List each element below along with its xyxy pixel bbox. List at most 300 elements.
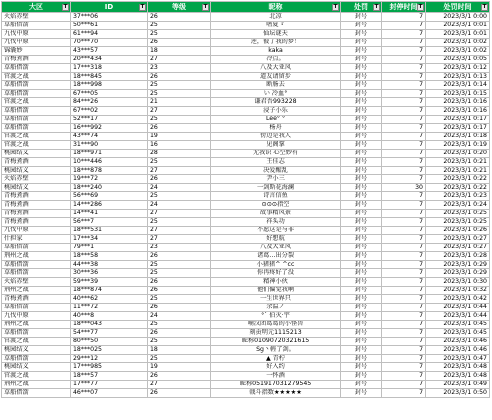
cell-level[interactable]: 27	[148, 107, 211, 116]
cell-penalty-time[interactable]: 2023/3/1 0:32	[426, 286, 490, 295]
cell-nickname[interactable]: 精神小伙	[211, 277, 341, 286]
cell-penalty[interactable]: 封号	[341, 354, 382, 363]
cell-level[interactable]: 21	[148, 98, 211, 107]
cell-ban-duration[interactable]: 7	[382, 13, 426, 22]
cell-penalty-time[interactable]: 2023/3/1 0:17	[426, 115, 490, 124]
cell-penalty[interactable]: 封号	[341, 115, 382, 124]
cell-penalty-time[interactable]: 2023/3/1 0:02	[426, 38, 490, 47]
cell-level[interactable]: 26	[148, 124, 211, 133]
cell-penalty-time[interactable]: 2023/3/1 0:44	[426, 312, 490, 321]
cell-region[interactable]: 桃园结义	[2, 363, 71, 372]
cell-penalty[interactable]: 封号	[341, 235, 382, 244]
cell-id[interactable]: 56***69	[71, 192, 148, 201]
cell-penalty[interactable]: 封号	[341, 243, 382, 252]
cell-ban-duration[interactable]: 7	[382, 55, 426, 64]
cell-nickname[interactable]: 诸葛…出分裂	[211, 252, 341, 261]
cell-level[interactable]: 25	[148, 295, 211, 304]
cell-penalty-time[interactable]: 2023/3/1 0:17	[426, 124, 490, 133]
cell-nickname[interactable]: 戟斗指数★★★★★	[211, 389, 341, 398]
cell-penalty[interactable]: 封号	[341, 141, 382, 150]
cell-region[interactable]: 桃园结义	[2, 149, 71, 158]
cell-region[interactable]: 青梅煮酒	[2, 209, 71, 218]
cell-ban-duration[interactable]: 7	[382, 209, 426, 218]
cell-nickname[interactable]: 杨舟	[211, 124, 341, 133]
cell-level[interactable]: 25	[148, 320, 211, 329]
cell-id[interactable]: 46***07	[71, 389, 148, 398]
cell-ban-duration[interactable]: 7	[382, 64, 426, 73]
cell-level[interactable]: 23	[148, 243, 211, 252]
cell-nickname[interactable]: 八及大亚风	[211, 64, 341, 73]
cell-region[interactable]: 火焰赤壁	[2, 175, 71, 184]
cell-ban-duration[interactable]: 7	[382, 286, 426, 295]
column-header-id[interactable]	[71, 2, 148, 13]
cell-region[interactable]: 官渡之战	[2, 72, 71, 81]
cell-penalty[interactable]: 封号	[341, 64, 382, 73]
cell-id[interactable]: 43***74	[71, 132, 148, 141]
cell-level[interactable]: 24	[148, 183, 211, 192]
cell-nickname[interactable]: 祥头功	[211, 218, 341, 227]
cell-region[interactable]: 草船借箭	[2, 260, 71, 269]
filter-dropdown-icon[interactable]: T	[63, 3, 68, 10]
cell-level[interactable]: 27	[148, 166, 211, 175]
cell-id[interactable]: 40***62	[71, 295, 148, 304]
cell-penalty-time[interactable]: 2023/3/1 0:45	[426, 329, 490, 338]
cell-penalty[interactable]: 封号	[341, 81, 382, 90]
column-header-region[interactable]	[2, 2, 71, 13]
cell-nickname[interactable]: 王佳志	[211, 158, 341, 167]
cell-ban-duration[interactable]: 7	[382, 371, 426, 380]
cell-id[interactable]: 50***61	[71, 21, 148, 30]
cell-level[interactable]: 24	[148, 312, 211, 321]
cell-id[interactable]: 18***58	[71, 252, 148, 261]
cell-penalty[interactable]: 封号	[341, 183, 382, 192]
cell-penalty[interactable]: 封号	[341, 371, 382, 380]
cell-penalty-time[interactable]: 2023/3/1 0:19	[426, 141, 490, 150]
cell-nickname[interactable]: Sg丶輕了剑。	[211, 346, 341, 355]
cell-ban-duration[interactable]: 7	[382, 21, 426, 30]
cell-level[interactable]: 26	[148, 303, 211, 312]
cell-region[interactable]: 青梅煮酒	[2, 55, 71, 64]
column-header-penalty[interactable]	[341, 2, 382, 13]
cell-nickname[interactable]: 好想航	[211, 235, 341, 244]
cell-level[interactable]: 27	[148, 235, 211, 244]
cell-id[interactable]: 67***05	[71, 89, 148, 98]
cell-ban-duration[interactable]: 7	[382, 235, 426, 244]
cell-ban-duration[interactable]: 7	[382, 30, 426, 39]
cell-id[interactable]: 18***878	[71, 166, 148, 175]
cell-penalty[interactable]: 封号	[341, 363, 382, 372]
cell-nickname[interactable]: 决爱醒乱	[211, 166, 341, 175]
cell-penalty-time[interactable]: 2023/3/1 0:45	[426, 320, 490, 329]
cell-level[interactable]: 27	[148, 226, 211, 235]
cell-level[interactable]: 19	[148, 132, 211, 141]
cell-nickname[interactable]: ⊙⊙⊙指空	[211, 201, 341, 210]
cell-level[interactable]: 25	[148, 354, 211, 363]
cell-id[interactable]: 10***446	[71, 158, 148, 167]
cell-id[interactable]: 17***34	[71, 235, 148, 244]
cell-level[interactable]: 25	[148, 81, 211, 90]
cell-penalty-time[interactable]: 2023/3/1 0:15	[426, 89, 490, 98]
filter-dropdown-icon[interactable]: T	[482, 3, 487, 10]
cell-penalty-time[interactable]: 2023/3/1 0:47	[426, 354, 490, 363]
cell-penalty-time[interactable]: 2023/3/1 0:16	[426, 107, 490, 116]
cell-id[interactable]: 43***57	[71, 47, 148, 56]
cell-penalty[interactable]: 封号	[341, 98, 382, 107]
cell-nickname[interactable]: 一剑斯花海澜	[211, 183, 341, 192]
cell-penalty-time[interactable]: 2023/3/1 0:25	[426, 209, 490, 218]
cell-nickname[interactable]: 诗言信鱼	[211, 192, 341, 201]
cell-penalty[interactable]: 封号	[341, 380, 382, 389]
cell-ban-duration[interactable]: 7	[382, 38, 426, 47]
cell-ban-duration[interactable]: 7	[382, 218, 426, 227]
cell-penalty-time[interactable]: 2023/3/1 0:50	[426, 389, 490, 398]
cell-id[interactable]: 79***1	[71, 243, 148, 252]
cell-region[interactable]: 草船借箭	[2, 354, 71, 363]
cell-ban-duration[interactable]: 7	[382, 149, 426, 158]
cell-id[interactable]: 70***70	[71, 38, 148, 47]
cell-level[interactable]: 26	[148, 38, 211, 47]
column-header-ban-duration[interactable]	[382, 2, 426, 13]
cell-nickname[interactable]: 逆，彼了我的梦！	[211, 38, 341, 47]
cell-penalty-time[interactable]: 2023/3/1 0:05	[426, 55, 490, 64]
cell-id[interactable]: 67***02	[71, 107, 148, 116]
cell-id[interactable]: 44***38	[71, 260, 148, 269]
cell-penalty[interactable]: 封号	[341, 260, 382, 269]
cell-region[interactable]: 青梅煮酒	[2, 218, 71, 227]
cell-level[interactable]: 25	[148, 218, 211, 227]
cell-id[interactable]: 18***845	[71, 72, 148, 81]
cell-penalty[interactable]: 封号	[341, 158, 382, 167]
cell-level[interactable]: 25	[148, 260, 211, 269]
cell-penalty[interactable]: 封号	[341, 107, 382, 116]
cell-id[interactable]: 61***94	[71, 30, 148, 39]
cell-nickname[interactable]: 故事精风景	[211, 209, 341, 218]
cell-penalty-time[interactable]: 2023/3/1 0:21	[426, 158, 490, 167]
cell-nickname[interactable]: 你冉疼好了没	[211, 269, 341, 278]
cell-nickname[interactable]: 尹小三	[211, 175, 341, 184]
cell-penalty[interactable]: 封号	[341, 329, 382, 338]
cell-level[interactable]: 25	[148, 21, 211, 30]
cell-penalty-time[interactable]: 2023/3/1 0:49	[426, 380, 490, 389]
cell-region[interactable]: 草船借箭	[2, 389, 71, 398]
cell-level[interactable]: 25	[148, 158, 211, 167]
cell-ban-duration[interactable]: 7	[382, 346, 426, 355]
cell-penalty[interactable]: 封号	[341, 286, 382, 295]
cell-nickname[interactable]: kaka	[211, 47, 341, 56]
cell-penalty-time[interactable]: 2023/3/1 0:29	[426, 260, 490, 269]
cell-id[interactable]: 18***025	[71, 346, 148, 355]
cell-penalty-time[interactable]: 2023/3/1 0:27	[426, 235, 490, 244]
cell-level[interactable]: 26	[148, 175, 211, 184]
cell-penalty[interactable]: 封号	[341, 277, 382, 286]
cell-penalty-time[interactable]: 2023/3/1 0:28	[426, 252, 490, 261]
cell-region[interactable]: 九伐中原	[2, 30, 71, 39]
cell-penalty[interactable]: 封号	[341, 47, 382, 56]
cell-id[interactable]: 16***992	[71, 124, 148, 133]
cell-nickname[interactable]: 傍边是我人	[211, 132, 341, 141]
cell-ban-duration[interactable]: 7	[382, 72, 426, 81]
cell-penalty-time[interactable]: 2023/3/1 0:46	[426, 337, 490, 346]
cell-ban-duration[interactable]: 7	[382, 363, 426, 372]
cell-penalty-time[interactable]: 2023/3/1 0:48	[426, 363, 490, 372]
cell-penalty-time[interactable]: 2023/3/1 0:46	[426, 346, 490, 355]
cell-nickname[interactable]: 冷点。	[211, 55, 341, 64]
cell-id[interactable]: 18***971	[71, 149, 148, 158]
cell-region[interactable]: 官渡之战	[2, 337, 71, 346]
cell-penalty-time[interactable]: 2023/3/1 0:44	[426, 303, 490, 312]
cell-ban-duration[interactable]: 7	[382, 132, 426, 141]
cell-nickname[interactable]: 谦君吾993228	[211, 98, 341, 107]
cell-id[interactable]: 14***41	[71, 209, 148, 218]
cell-penalty-time[interactable]: 2023/3/1 0:18	[426, 132, 490, 141]
cell-ban-duration[interactable]: 7	[382, 269, 426, 278]
cell-region[interactable]: 官渡之战	[2, 98, 71, 107]
cell-level[interactable]: 18	[148, 346, 211, 355]
cell-nickname[interactable]: ▲ 青柠	[211, 354, 341, 363]
cell-nickname[interactable]: 无我识 心空妙有	[211, 149, 341, 158]
cell-penalty-time[interactable]: 2023/3/1 0:16	[426, 98, 490, 107]
cell-penalty-time[interactable]: 2023/3/1 0:13	[426, 72, 490, 81]
cell-ban-duration[interactable]: 7	[382, 389, 426, 398]
cell-nickname[interactable]: 一生世界只	[211, 295, 341, 304]
cell-nickname[interactable]: 见阁掌	[211, 141, 341, 150]
cell-level[interactable]: 24	[148, 201, 211, 210]
cell-penalty[interactable]: 封号	[341, 303, 382, 312]
cell-id[interactable]: 18***043	[71, 320, 148, 329]
cell-ban-duration[interactable]: 7	[382, 81, 426, 90]
cell-id[interactable]: 14***286	[71, 201, 148, 210]
cell-nickname[interactable]: 好入约	[211, 363, 341, 372]
cell-penalty-time[interactable]: 2023/3/1 0:20	[426, 149, 490, 158]
cell-nickname[interactable]: 断肠去	[211, 81, 341, 90]
cell-region[interactable]: 草船借箭	[2, 329, 71, 338]
cell-region[interactable]: 荆州之战	[2, 286, 71, 295]
cell-nickname[interactable]: 仙坛谜天	[211, 30, 341, 39]
cell-penalty[interactable]: 封号	[341, 226, 382, 235]
cell-penalty[interactable]: 封号	[341, 295, 382, 304]
cell-penalty-time[interactable]: 2023/3/1 0:01	[426, 21, 490, 30]
column-header-nickname[interactable]	[211, 2, 341, 13]
column-header-penalty-time[interactable]	[426, 2, 490, 13]
cell-penalty-time[interactable]: 2023/3/1 0:23	[426, 192, 490, 201]
cell-region[interactable]: 草船借箭	[2, 243, 71, 252]
cell-ban-duration[interactable]: 7	[382, 260, 426, 269]
cell-nickname[interactable]: 喃汉团葛葛的小怪兽	[211, 320, 341, 329]
cell-region[interactable]: 官渡之战	[2, 371, 71, 380]
cell-penalty-time[interactable]: 2023/3/1 0:01	[426, 30, 490, 39]
cell-penalty[interactable]: 封号	[341, 252, 382, 261]
cell-region[interactable]: 九伐中原	[2, 38, 71, 47]
cell-level[interactable]: 26	[148, 13, 211, 22]
cell-penalty-time[interactable]: 2023/3/1 0:22	[426, 183, 490, 192]
filter-dropdown-icon[interactable]: T	[333, 3, 338, 10]
cell-level[interactable]: 26	[148, 252, 211, 261]
cell-region[interactable]: 桃园结义	[2, 183, 71, 192]
cell-penalty-time[interactable]: 2023/3/1 0:22	[426, 175, 490, 184]
cell-penalty-time[interactable]: 2023/3/1 0:26	[426, 226, 490, 235]
cell-id[interactable]: 52***17	[71, 115, 148, 124]
cell-nickname[interactable]: °` 伯灭·宇	[211, 312, 341, 321]
cell-penalty[interactable]: 封号	[341, 166, 382, 175]
cell-ban-duration[interactable]: 7	[382, 354, 426, 363]
cell-nickname[interactable]: 道友请留步	[211, 72, 341, 81]
cell-nickname[interactable]: 不愿这是与非	[211, 226, 341, 235]
cell-id[interactable]: 84***26	[71, 98, 148, 107]
filter-dropdown-icon[interactable]: T	[203, 3, 208, 10]
cell-ban-duration[interactable]: 7	[382, 380, 426, 389]
cell-ban-duration[interactable]: 7	[382, 312, 426, 321]
cell-nickname[interactable]: 浸子小乐	[211, 107, 341, 116]
cell-penalty[interactable]: 封号	[341, 55, 382, 64]
cell-level[interactable]: 23	[148, 64, 211, 73]
cell-id[interactable]: 17***77	[71, 380, 148, 389]
cell-penalty[interactable]: 封号	[341, 337, 382, 346]
cell-id[interactable]: 11***72	[71, 303, 148, 312]
cell-region[interactable]: 草船借箭	[2, 81, 71, 90]
cell-level[interactable]: 25	[148, 192, 211, 201]
cell-ban-duration[interactable]: 7	[382, 98, 426, 107]
cell-region[interactable]: 火焰赤壁	[2, 13, 71, 22]
cell-id[interactable]: 56***7	[71, 218, 148, 227]
cell-level[interactable]: 16	[148, 141, 211, 150]
cell-region[interactable]: 草船借箭	[2, 269, 71, 278]
cell-ban-duration[interactable]: 7	[382, 124, 426, 133]
cell-level[interactable]: 27	[148, 209, 211, 218]
cell-level[interactable]: 27	[148, 380, 211, 389]
cell-region[interactable]: 青梅煮酒	[2, 201, 71, 210]
cell-id[interactable]: 18***531	[71, 226, 148, 235]
cell-nickname[interactable]: 嗜夏ゞ	[211, 21, 341, 30]
cell-penalty-time[interactable]: 2023/3/1 0:14	[426, 81, 490, 90]
cell-nickname[interactable]: 小猪猪^ ^cc	[211, 260, 341, 269]
cell-penalty-time[interactable]: 2023/3/1 0:12	[426, 64, 490, 73]
cell-penalty[interactable]: 封号	[341, 320, 382, 329]
cell-region[interactable]: 官渡之战	[2, 132, 71, 141]
cell-nickname[interactable]: Lee° °	[211, 115, 341, 124]
cell-region[interactable]: 草船借箭	[2, 89, 71, 98]
cell-ban-duration[interactable]: 7	[382, 320, 426, 329]
cell-level[interactable]: 26	[148, 72, 211, 81]
cell-penalty-time[interactable]: 2023/3/1 0:29	[426, 269, 490, 278]
cell-ban-duration[interactable]: 7	[382, 329, 426, 338]
cell-nickname[interactable]: 昵称051917031279545	[211, 380, 341, 389]
cell-level[interactable]: 26	[148, 329, 211, 338]
cell-id[interactable]: 18***57	[71, 371, 148, 380]
cell-penalty[interactable]: 封号	[341, 149, 382, 158]
cell-level[interactable]: 27	[148, 55, 211, 64]
cell-ban-duration[interactable]: 7	[382, 201, 426, 210]
cell-region[interactable]: 草船借箭	[2, 124, 71, 133]
cell-region[interactable]: 火焰赤壁	[2, 277, 71, 286]
cell-penalty[interactable]: 封号	[341, 132, 382, 141]
cell-region[interactable]: 九伐中原	[2, 226, 71, 235]
cell-region[interactable]: 草船借箭	[2, 21, 71, 30]
cell-penalty-time[interactable]: 2023/3/1 0:48	[426, 371, 490, 380]
cell-penalty[interactable]: 封号	[341, 72, 382, 81]
cell-ban-duration[interactable]: 7	[382, 158, 426, 167]
cell-id[interactable]: 80***50	[71, 337, 148, 346]
cell-level[interactable]: 26	[148, 389, 211, 398]
cell-region[interactable]: 草船借箭	[2, 115, 71, 124]
cell-level[interactable]: 26	[148, 286, 211, 295]
cell-nickname[interactable]: 余温ノ	[211, 303, 341, 312]
cell-nickname[interactable]: 八及大亚风	[211, 243, 341, 252]
cell-penalty-time[interactable]: 2023/3/1 0:02	[426, 47, 490, 56]
cell-ban-duration[interactable]: 30	[382, 183, 426, 192]
cell-penalty[interactable]: 封号	[341, 13, 382, 22]
cell-ban-duration[interactable]: 7	[382, 89, 426, 98]
cell-nickname[interactable]: 昵称01090720321615	[211, 337, 341, 346]
cell-level[interactable]: 25	[148, 30, 211, 39]
cell-ban-duration[interactable]: 7	[382, 252, 426, 261]
cell-level[interactable]: 26	[148, 371, 211, 380]
cell-region[interactable]: 草船借箭	[2, 107, 71, 116]
cell-penalty[interactable]: 封号	[341, 312, 382, 321]
cell-nickname[interactable]: 一怀酒	[211, 371, 341, 380]
cell-region[interactable]: 九伐中原	[2, 312, 71, 321]
cell-id[interactable]: 30***36	[71, 269, 148, 278]
cell-ban-duration[interactable]: 7	[382, 107, 426, 116]
cell-region[interactable]: 荆州之战	[2, 252, 71, 261]
cell-region[interactable]: 草船借箭	[2, 303, 71, 312]
cell-region[interactable]: 青梅煮酒	[2, 295, 71, 304]
cell-region[interactable]: 锦囊妙	[2, 47, 71, 56]
cell-id[interactable]: 17***318	[71, 64, 148, 73]
cell-penalty-time[interactable]: 2023/3/1 0:00	[426, 13, 490, 22]
cell-ban-duration[interactable]: 7	[382, 166, 426, 175]
cell-penalty[interactable]: 封号	[341, 389, 382, 398]
cell-nickname[interactable]: 刻贡明元1115213	[211, 329, 341, 338]
filter-dropdown-icon[interactable]: T	[140, 3, 145, 10]
cell-penalty-time[interactable]: 2023/3/1 0:30	[426, 277, 490, 286]
column-header-level[interactable]	[148, 2, 211, 13]
cell-id[interactable]: 31***90	[71, 141, 148, 150]
cell-nickname[interactable]: い 冷血°	[211, 89, 341, 98]
cell-level[interactable]: 25	[148, 89, 211, 98]
cell-ban-duration[interactable]: 7	[382, 303, 426, 312]
cell-penalty-time[interactable]: 2023/3/1 0:21	[426, 166, 490, 175]
cell-ban-duration[interactable]: 7	[382, 295, 426, 304]
filter-dropdown-icon[interactable]: T	[374, 3, 379, 10]
cell-level[interactable]: 25	[148, 337, 211, 346]
cell-penalty[interactable]: 封号	[341, 192, 382, 201]
cell-region[interactable]: 官渡之战	[2, 141, 71, 150]
cell-level[interactable]: 25	[148, 269, 211, 278]
cell-level[interactable]: 28	[148, 149, 211, 158]
cell-id[interactable]: 37***06	[71, 13, 148, 22]
cell-region[interactable]: 草船借箭	[2, 64, 71, 73]
cell-id[interactable]: 54***77	[71, 329, 148, 338]
cell-id[interactable]: 19***72	[71, 175, 148, 184]
cell-penalty-time[interactable]: 2023/3/1 0:24	[426, 201, 490, 210]
cell-id[interactable]: 18***998	[71, 81, 148, 90]
cell-region[interactable]: 青梅煮酒	[2, 158, 71, 167]
cell-ban-duration[interactable]: 7	[382, 277, 426, 286]
filter-dropdown-icon[interactable]: T	[418, 3, 423, 10]
cell-region[interactable]: 荆州之战	[2, 320, 71, 329]
cell-penalty[interactable]: 封号	[341, 21, 382, 30]
cell-penalty[interactable]: 封号	[341, 30, 382, 39]
cell-id[interactable]: 29***12	[71, 354, 148, 363]
cell-penalty[interactable]: 封号	[341, 218, 382, 227]
cell-nickname[interactable]: 他们偏觉我啊	[211, 286, 341, 295]
cell-region[interactable]: 荆州之战	[2, 380, 71, 389]
cell-ban-duration[interactable]: 7	[382, 47, 426, 56]
cell-penalty[interactable]: 封号	[341, 201, 382, 210]
cell-penalty[interactable]: 封号	[341, 209, 382, 218]
cell-ban-duration[interactable]: 7	[382, 115, 426, 124]
cell-penalty-time[interactable]: 2023/3/1 0:27	[426, 243, 490, 252]
